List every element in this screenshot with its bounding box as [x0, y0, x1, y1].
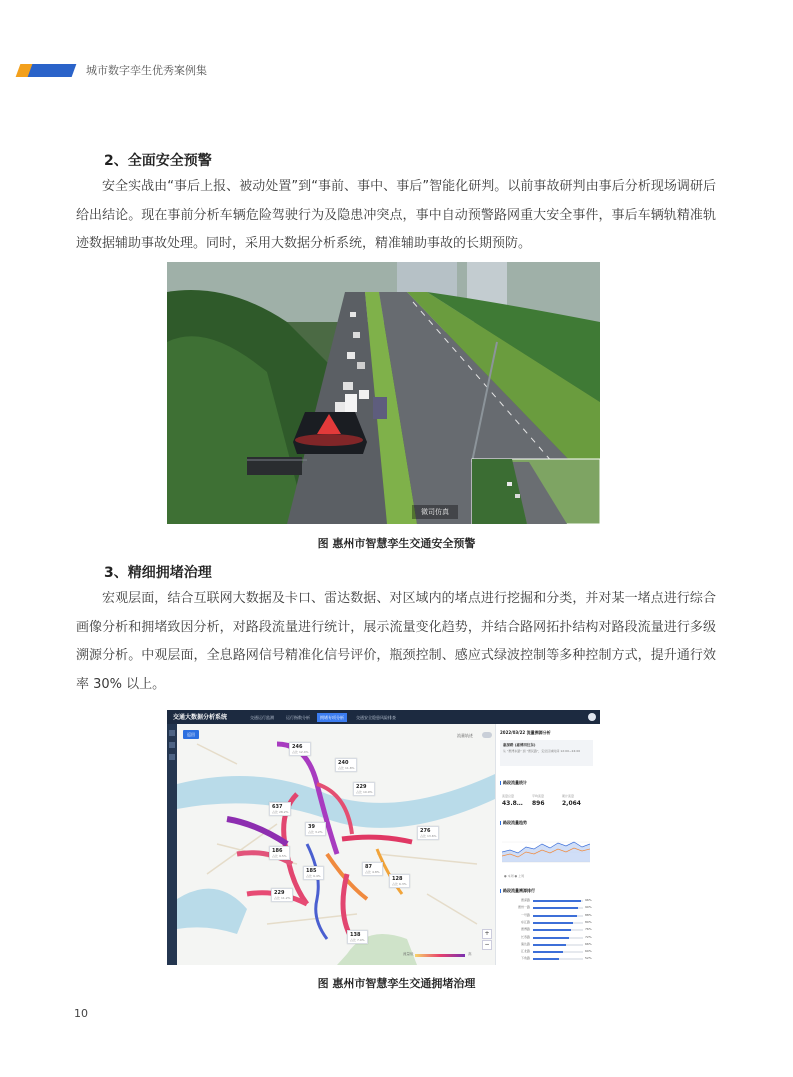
- rank-value: 52%: [585, 956, 592, 961]
- congestion-map[interactable]: [177, 724, 495, 965]
- map-marker[interactable]: 276 占比 13.6%: [417, 826, 439, 840]
- map-marker[interactable]: 87 占比 4.8%: [362, 862, 383, 876]
- rank-value: 76%: [585, 927, 592, 932]
- map-marker[interactable]: 637 占比 28.2%: [269, 802, 291, 816]
- rank-row[interactable]: [500, 935, 596, 942]
- flow-toggle-label: 流量轨迹: [457, 733, 473, 738]
- stat-value: 2,064: [562, 800, 581, 807]
- rank-bar-fill: [533, 922, 573, 924]
- flow-toggle[interactable]: [482, 732, 492, 738]
- legend-high-label: 高: [468, 952, 472, 956]
- rank-road-name: 惠深路: [520, 898, 530, 902]
- rank-bar-fill: [533, 929, 571, 931]
- road-scene-image: [167, 262, 600, 524]
- rank-bar-track: [533, 915, 583, 917]
- tab-index-analysis[interactable]: 运行指数分析: [286, 715, 310, 720]
- rank-road-name: 江北路: [520, 949, 530, 954]
- rank-road-name: 下角路: [520, 956, 530, 961]
- section-2-paragraph: 安全实战由“事后上报、被动处置”到“事前、事中、事后”智能化研判。以前事故研判由事后分析现场调研后给出结论。现在事前分析车辆危险驾驶行为及隐患冲突点，事中自动预警路网重大安全事件，事后车辆轨精准轨迹数据辅助事故处理。同时，采用大数据分析系统，精准辅助事故的长期预防。: [76, 179, 716, 251]
- rank-row[interactable]: [500, 905, 596, 912]
- rank-bar-fill: [533, 900, 581, 902]
- rank-bar-fill: [533, 937, 569, 939]
- rank-value: 88%: [585, 912, 592, 917]
- rank-road-name: 一号路: [520, 912, 530, 917]
- rank-road-name: 演达路: [520, 941, 530, 946]
- map-marker[interactable]: 246 占比 12.4%: [289, 742, 311, 756]
- stat-value: 896: [532, 800, 545, 807]
- rank-value: 72%: [585, 934, 592, 939]
- list-icon[interactable]: [169, 754, 175, 760]
- map-marker[interactable]: 185 占比 9.4%: [303, 866, 324, 880]
- zoom-in-button[interactable]: +: [482, 929, 492, 939]
- layers-icon[interactable]: [169, 742, 175, 748]
- map-marker[interactable]: 39 占比 3.2%: [305, 822, 326, 836]
- traffic-dashboard-image: [167, 710, 600, 965]
- menu-icon[interactable]: [169, 730, 175, 736]
- rank-row[interactable]: [500, 913, 596, 920]
- rank-bar-track: [533, 929, 583, 931]
- header-accent-blue: [28, 64, 77, 77]
- tab-traffic-monitoring[interactable]: 交通运行监测: [250, 715, 274, 720]
- rank-road-name: 惠州一路: [517, 905, 530, 910]
- tab-safety-risk[interactable]: 交通安全隐患风险排查: [356, 715, 396, 720]
- dashboard-topbar: [167, 710, 600, 724]
- section-flow-rank: 路段流量溯源排行: [500, 888, 535, 894]
- map-marker[interactable]: 186 占比 9.5%: [269, 846, 290, 860]
- rank-value: 96%: [585, 898, 592, 902]
- rank-value: 90%: [585, 905, 592, 910]
- section-2-heading: 2、全面安全预警: [104, 153, 212, 169]
- section-3-heading: 3、精细拥堵治理: [104, 565, 212, 581]
- rank-bar-track: [533, 922, 583, 924]
- zoom-out-button[interactable]: −: [482, 940, 492, 950]
- figure-1-caption: 图 惠州市智慧孪生交通安全预警: [317, 537, 476, 550]
- rank-bar-track: [533, 944, 583, 946]
- rank-row[interactable]: [500, 920, 596, 927]
- rank-value: 60%: [585, 949, 592, 954]
- dashboard-app-title: 交通大数据分析系统: [173, 714, 228, 721]
- stat-label: 累计流量: [562, 794, 575, 798]
- analysis-side-panel: [495, 724, 600, 965]
- rank-row[interactable]: [500, 927, 596, 934]
- road-info-title: 惠深路 (惠博西往东): [503, 743, 536, 747]
- rank-road-name: 惠博路: [520, 927, 530, 932]
- dashboard-left-rail: [167, 724, 177, 965]
- chart-legend: ● 本周 ● 上周: [504, 874, 525, 878]
- back-button[interactable]: 返回: [183, 730, 199, 739]
- section-flow-stats: 路段流量统计: [500, 780, 527, 786]
- rank-row[interactable]: [500, 956, 596, 963]
- image-watermark: 微司仿真: [412, 505, 458, 519]
- stat-value: 43.8…: [502, 800, 523, 807]
- rank-road-name: 长寿路: [520, 934, 530, 939]
- map-marker[interactable]: 138 占比 7.0%: [347, 930, 368, 944]
- tab-congestion-analysis[interactable]: 拥堵专项分析: [317, 713, 347, 722]
- section-3-paragraph: 宏观层面，结合互联网大数据及卡口、雷达数据、对区域内的堵点进行挖掘和分类，并对某一堵点进行综合画像分析和拥堵致因分析，对路段流量进行统计，展示流量变化趋势，并结合路网拓扑结构对路段流量进行多级溯源分析。中观层面，全息路网信号精准化信号评价，瓶颈控制、感应式绿波控制等多种控制方式，提升通行效率 30% 以上。: [76, 591, 716, 692]
- rank-row[interactable]: [500, 942, 596, 949]
- page-number: 10: [74, 1007, 88, 1020]
- rank-row[interactable]: [500, 898, 596, 905]
- section-flow-trend: 路段流量趋势: [500, 820, 527, 826]
- rank-bar-fill: [533, 958, 559, 960]
- rank-bar-fill: [533, 944, 566, 946]
- rank-bar-track: [533, 907, 583, 909]
- rank-bar-fill: [533, 915, 577, 917]
- map-marker[interactable]: 240 占比 11.8%: [335, 758, 357, 772]
- user-avatar-icon[interactable]: [588, 713, 596, 721]
- panel-date-title: 2022/03/22 流量溯源分析: [500, 730, 551, 735]
- legend-low-label: 流量低: [403, 952, 414, 956]
- flow-trend-chart: [502, 832, 590, 870]
- map-marker[interactable]: 229 占比 11.2%: [271, 888, 293, 902]
- rank-bar-track: [533, 951, 583, 953]
- flow-legend-bar: [415, 954, 465, 957]
- figure-2-caption: 图 惠州市智慧孪生交通拥堵治理: [317, 977, 476, 990]
- rank-bar-track: [533, 937, 583, 939]
- rank-row[interactable]: [500, 949, 596, 956]
- rank-bar-track: [533, 900, 583, 902]
- road-info-card: [500, 740, 593, 766]
- map-marker[interactable]: 128 占比 6.3%: [389, 874, 410, 888]
- header-title: 城市数字孪生优秀案例集: [86, 64, 207, 77]
- rank-bar-track: [533, 958, 583, 960]
- stat-label: 平均流量: [532, 794, 545, 798]
- rank-value: 66%: [585, 941, 592, 946]
- map-marker[interactable]: 229 占比 10.9%: [353, 782, 375, 796]
- rank-bar-fill: [533, 907, 578, 909]
- rank-road-name: 东江路: [520, 919, 530, 924]
- rank-bar-fill: [533, 951, 563, 953]
- road-info-desc: 从 "惠博东路" 到 "惠民路"，定位区域时间 12:00~24:00: [503, 749, 581, 753]
- rank-value: 80%: [585, 919, 592, 924]
- stat-label: 流量总量: [502, 794, 515, 798]
